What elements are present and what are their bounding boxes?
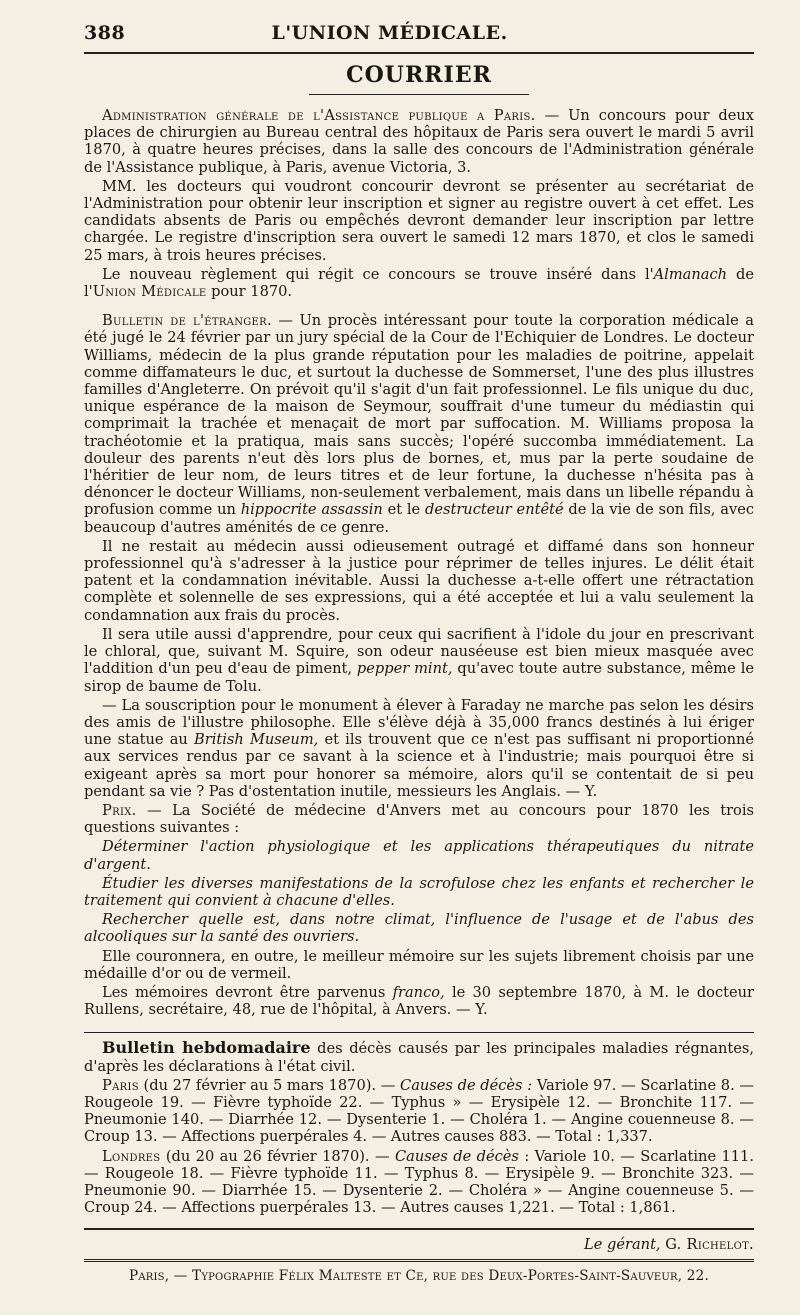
etranger-heading: Bulletin de l'étranger. [102,312,272,330]
paris-causes-label: Causes de décès : [400,1076,533,1094]
londres-dates: (du 20 au 26 février 1870). — [160,1147,395,1165]
etranger-paragraph-2: Il ne restait au médecin aussi odieusement outragé et diffamé dans son honneur professionnel qu'à s'adresser à la justice pour réprimer de telles injures. Le délit était patent et la condamnation inévitable. Aussi la duchesse a-t-elle offert une rétractation complète et solennelle de ses expressions, qui a été acceptée et lui a valu seulement la condamnation aux frais du procès. [84,537,754,624]
prix-question-3: Rechercher quelle est, dans notre climat, l'influence de l'usage et de l'abus des alcooliques sur la santé des ouvriers. [84,911,754,946]
etranger-text-4a: — La souscription pour le monument à élever à Faraday ne marche pas selon les désirs des amis de l'illustre philosophe. Elle s'élève déjà à 35,000 francs destinés à lui ériger une statue au [84,696,754,749]
hippocrite-phrase: hippocrite assassin [240,501,383,519]
admin-paragraph-3 [84,266,754,300]
title-rule [309,94,529,95]
destructeur-phrase: destructeur entêté [425,501,564,519]
prix-memoires-a: Les mémoires devront être parvenus [102,983,393,1001]
prix-couronnera: Elle couronnera, en outre, le meilleur mémoire sur les sujets librement choisis par une médaille d'or ou de vermeil. [84,947,754,982]
etranger-text-3b: qu'avec toute autre substance, même le sirop de baume de Tolu. [84,660,755,695]
etranger-text-4b: et ils trouvent que ce n'est pas suffisant ni proportionné aux services rendus par ce savant à la science et à l'industrie; mais pourquoi être si exigeant après sa mort pour honorer sa mémoire, alors qu'il se contentait de si peu pendant sa vie ? Pas d'ostentation inutile, messieurs les Anglais. — Y. [84,731,755,800]
paris-stats: Variole 97. — Scarlatine 8. — Rougeole 19. — Fièvre typhoïde 22. — Typhus » — Erysipèle 12. — Bronchite 117. — Pneumonie 140. — Diarrhée 12. — Dysenterie 1. — Choléra 1. — Angine couenneuse 8. — Croup 13. — Affections puerpérales 4. — Autres causes 883. — Total : 1,337. [84,1076,754,1146]
bulletin-rule [84,1032,754,1033]
admin-heading: Administration générale de l'Assistance publique a Paris. [102,107,536,124]
admin-text-3c: pour 1870. [206,283,293,301]
spacer [84,302,754,312]
londres-label: Londres [102,1147,161,1165]
bulletin-intro [84,1039,754,1074]
article-body [84,107,754,1018]
londres-stats: : Variole 10. — Scarlatine 111. — Rougeole 18. — Fièvre typhoïde 11. — Typhus 8. — Erysipèle 9. — Bronchite 323. — Pneumonie 90. — Diarrhée 15. — Dysenterie 2. — Choléra » — Angine couenneuse 5. — Croup 24. — Affections puerpérales 13. — Autres causes 1,221. — Total : 1,861. [84,1147,754,1217]
prix-memoires-b: le 30 septembre 1870, à M. le docteur Rullens, secrétaire, 48, rue de l'hôpital, à Anvers. — Y. [84,983,755,1019]
admin-text-1: — Un concours pour deux places de chirurgien au Bureau central des hôpitaux de Paris sera ouvert le mardi 5 avril 1870, à quatre heures précises, dans la salle des concours de l'Administration générale de l'Assistance publique, à Paris, avenue Victoria, 3. [84,107,755,176]
etranger-text-1c: de la vie de son fils, avec beaucoup d'autres aménités de ce genre. [84,501,755,536]
admin-text-3b: de l' [84,265,754,301]
prix-question-1: Déterminer l'action physiologique et les applications thérapeutiques du nitrate d'argent. [84,838,754,873]
imprint: Paris, — Typographie Félix Malteste et Ce, rue des Deux-Portes-Saint-Sauveur, 22. [129,1268,709,1285]
admin-paragraph-1 [84,107,754,176]
bulletin-paris [84,1077,754,1146]
running-header [84,22,754,44]
prix-paragraph [84,802,754,836]
bulletin-section [84,1039,754,1216]
bulletin-londres [84,1148,754,1217]
bulletin-heading: Bulletin hebdomadaire [102,1038,311,1058]
signature-label: Le gérant, [584,1236,661,1254]
header-rule [84,52,754,54]
section-title: COURRIER [346,62,492,88]
prix-intro: — La Société de médecine d'Anvers met au concours pour 1870 les trois questions suivantes : [84,801,754,837]
admin-paragraph-2: MM. les docteurs qui voudront concourir devront se présenter au secrétariat de l'Administration pour obtenir leur inscription et signer au registre ouvert à cet effet. Les candidats absents de Paris ou empêchés devront demander leur inscription par lettre chargée. Le registre d'inscription sera ouvert le samedi 12 mars 1870, et clos le samedi 25 mars, à trois heures précises. [84,177,754,264]
pepper-mint: pepper mint, [356,660,453,678]
paris-label: Paris [102,1076,139,1094]
imprint-rule [84,1259,754,1264]
prix-question-2: Étudier les diverses manifestations de la scrofulose chez les enfants et rechercher le traitement qui convient à chacune d'elles. [84,874,754,909]
signature [84,1236,754,1253]
etranger-text-1b: et le [382,501,425,519]
bulletin-intro-text: des décès causés par les principales maladies régnantes, d'après les déclarations à l'état civil. [84,1040,754,1075]
etranger-text-1a: — Un procès intéressant pour toute la corporation médicale a été jugé le 24 février par un jury spécial de la Cour de l'Echiquier de Londres. Le docteur Williams, médecin de la plus grande réputation pour les maladies de poitrine, appelait comme diffamateurs le duc, et surtout la duchesse de Sommerset, l'une des plus illustres familles d'Angleterre. On prévoit qu'il s'agit d'un fait professionnel. Le fils unique du duc, unique espérance de la maison de Seymour, souffrait d'une tumeur du médiastin qui comprimait la trachée et menaçait de mort par suffocation. M. Williams proposa la trachéotomie et la pratiqua, mais sans succès; l'opéré succomba immédiatement. La douleur des parents n'eut dès lors plus de bornes, et, mus par la perte soudaine de l'héritier de leur nom, de leurs titres et de leur fortune, la duchesse n'hésita pas à dénoncer le docteur Williams, non-seulement verbalement, mais dans un libelle répandu à profusion comme un [84,312,754,519]
page-number: 388 [84,22,126,44]
prix-memoires [84,984,754,1018]
prix-heading: Prix. [102,801,137,819]
journal-title: L'UNION MÉDICALE. [271,22,508,44]
paris-dates: (du 27 février au 5 mars 1870). — [138,1076,401,1094]
londres-causes-label: Causes de décès [394,1147,519,1165]
etranger-paragraph-1 [84,312,754,536]
etranger-paragraph-4 [84,697,754,800]
admin-text-3a: Le nouveau règlement qui régit ce concours se trouve inséré dans l' [102,265,654,283]
signature-name: G. Richelot. [665,1236,754,1254]
franco-word: franco, [392,983,445,1001]
almanach-title: Almanach [653,265,728,283]
etranger-paragraph-3 [84,626,754,695]
etranger-text-3a: Il sera utile aussi d'apprendre, pour ceux qui sacrifient à l'idole du jour en prescrivant le chloral, que, suivant M. Squire, son odeur nauséeuse est bien mieux masquée avec l'addition d'un peu d'eau de piment, [84,625,754,678]
signature-rule [84,1228,754,1230]
british-museum: British Museum, [194,731,319,749]
union-medicale-name: Union Médicale [92,283,207,301]
